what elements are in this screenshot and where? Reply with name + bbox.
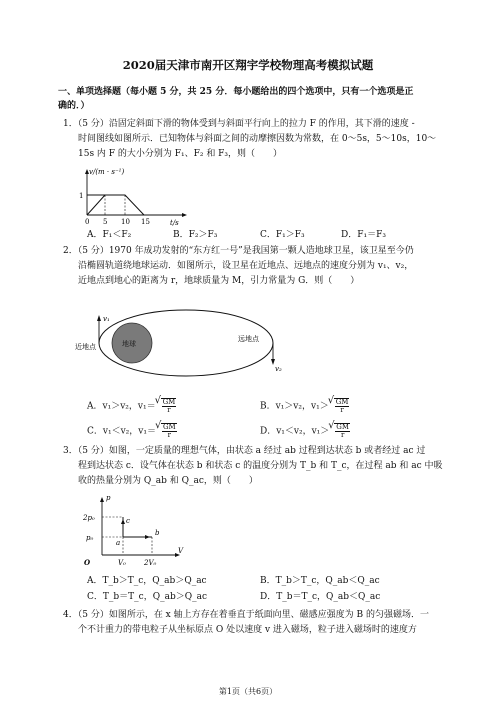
q1-option-b[interactable]: B．F₂＞F₃ xyxy=(173,230,218,240)
q2-v1-label: v₁ xyxy=(103,315,110,323)
q3-graph-c: c xyxy=(126,517,130,525)
q1-graph-xlabel: t/s xyxy=(170,219,179,227)
q4-text-line2: 个不计重力的带电粒子从坐标原点 O 处以速度 v 进入磁场，粒子进入磁场时的速度方 xyxy=(78,625,417,635)
q3-option-b[interactable]: B．T_b＞T_c，Q_ab＜Q_ac xyxy=(260,576,380,586)
q3-option-c[interactable]: C．T_b＝T_c，Q_ab＞Q_ac xyxy=(87,592,207,602)
q3-graph-V0: V₀ xyxy=(118,559,126,567)
q1-graph-x15: 15 xyxy=(141,218,150,226)
q2-option-d-num: √ GM xyxy=(336,423,350,431)
q4-text-line1: 4．（5 分）如图所示，在 x 轴上方存在着垂直于纸面向里、磁感应强度为 B 的匀强磁场．一 xyxy=(63,610,429,620)
q1-option-a[interactable]: A．F₁＜F₂ xyxy=(87,230,132,240)
q1-graph-x5: 5 xyxy=(103,218,108,226)
page-title: 2020届天津市南开区翔宇学校物理高考模拟试题 xyxy=(122,58,374,72)
q2-option-a-text: A．v₁＞v₂，v₁＝ xyxy=(87,401,156,412)
q2-option-d-den: r xyxy=(341,431,345,439)
q3-option-d[interactable]: D．T_b＝T_c，Q_ab＜Q_ac xyxy=(260,592,381,602)
q2-option-b-den: r xyxy=(340,406,344,414)
q3-text-line2: 程到达状态 c．设气体在状态 b 和状态 c 的温度分别为 T_b 和 T_c，在过程 ab 和 ac 中吸 xyxy=(78,461,443,471)
q1-text-line1: 1．（5 分）沿固定斜面下滑的物体受到与斜面平行向上的拉力 F 的作用，其下滑的速度 - xyxy=(63,119,415,129)
q2-option-a-den: r xyxy=(167,406,171,414)
q1-text-line2: 时间图线如图所示．已知物体与斜面之间的动摩擦因数为常数，在 0～5s，5～10s，10～ xyxy=(78,134,437,144)
q3-graph-2p0: 2p₀ xyxy=(83,514,95,522)
q1-text-line3: 15s 内 F 的大小分别为 F₁、F₂ 和 F₃，则（ ） xyxy=(78,149,283,159)
q2-orbit-diagram xyxy=(70,305,282,385)
q2-option-c[interactable] xyxy=(87,423,177,439)
q1-graph-y1: 1 xyxy=(79,192,84,200)
q2-option-c-num: √ GM xyxy=(162,423,176,431)
q3-option-a[interactable]: A．T_b＞T_c，Q_ab＞Q_ac xyxy=(87,576,207,586)
section-heading-line2: 确的．） xyxy=(58,101,90,111)
q2-earth-label: 地球 xyxy=(122,340,136,348)
q2-option-b-num: √ GM xyxy=(335,398,349,406)
q2-v2-label: v₂ xyxy=(275,365,282,373)
q2-option-d[interactable] xyxy=(260,423,350,439)
q1-option-d[interactable]: D．F₁＝F₃ xyxy=(341,230,386,240)
q1-graph-ylabel: v/(m · s⁻¹) xyxy=(89,168,125,176)
q2-option-b[interactable] xyxy=(260,398,349,414)
q2-option-c-text: C．v₁＜v₂，v₁＝ xyxy=(87,426,156,437)
q3-graph-p: p xyxy=(106,494,111,502)
q1-graph-x0: 0 xyxy=(85,218,90,226)
q3-text-line3: 收的热量分别为 Q_ab 和 Q_ac，则（ ） xyxy=(78,476,258,486)
q1-option-c[interactable]: C．F₁＞F₃ xyxy=(260,230,305,240)
page-footer: 第1页（共6页） xyxy=(218,687,278,696)
q3-pv-graph xyxy=(80,495,190,573)
q3-graph-b: b xyxy=(155,529,160,537)
q3-graph-O: O xyxy=(84,558,91,567)
q3-graph-V: V xyxy=(178,547,184,555)
q2-near-label: 近地点 xyxy=(75,343,96,351)
q2-text-line1: 2．（5 分）1970 年成功发射的“东方红一号”是我国第一颗人造地球卫星，该卫星至今仍 xyxy=(63,246,414,256)
q2-option-a-num: √ GM xyxy=(162,398,176,406)
q2-text-line2: 沿椭圆轨道绕地球运动．如图所示，设卫星在近地点、远地点的速度分别为 v₁、v₂， xyxy=(78,261,414,271)
q3-graph-2V0: 2V₀ xyxy=(144,559,157,567)
q2-option-b-text: B．v₁＞v₂，v₁＞ xyxy=(260,401,329,412)
q1-velocity-time-graph xyxy=(70,165,190,227)
q1-graph-x10: 10 xyxy=(121,218,130,226)
q2-far-label: 远地点 xyxy=(238,335,259,343)
q3-text-line1: 3．（5 分）如图，一定质量的理想气体，由状态 a 经过 ab 过程到达状态 b 或者经过 ac 过 xyxy=(63,446,426,456)
q2-option-a[interactable] xyxy=(87,398,176,414)
q3-graph-p0: p₀ xyxy=(86,534,94,542)
q2-option-c-den: r xyxy=(167,431,172,439)
q2-text-line3: 近地点到地心的距离为 r，地球质量为 M，引力常量为 G．则（ ） xyxy=(78,276,360,286)
q3-graph-a: a xyxy=(116,539,121,547)
section-heading-line1: 一、单项选择题（每小题 5 分，共 25 分．每小题给出的四个选项中，只有一个选项是正 xyxy=(58,87,414,97)
q2-option-d-text: D．v₁＜v₂，v₁＞ xyxy=(260,426,330,437)
